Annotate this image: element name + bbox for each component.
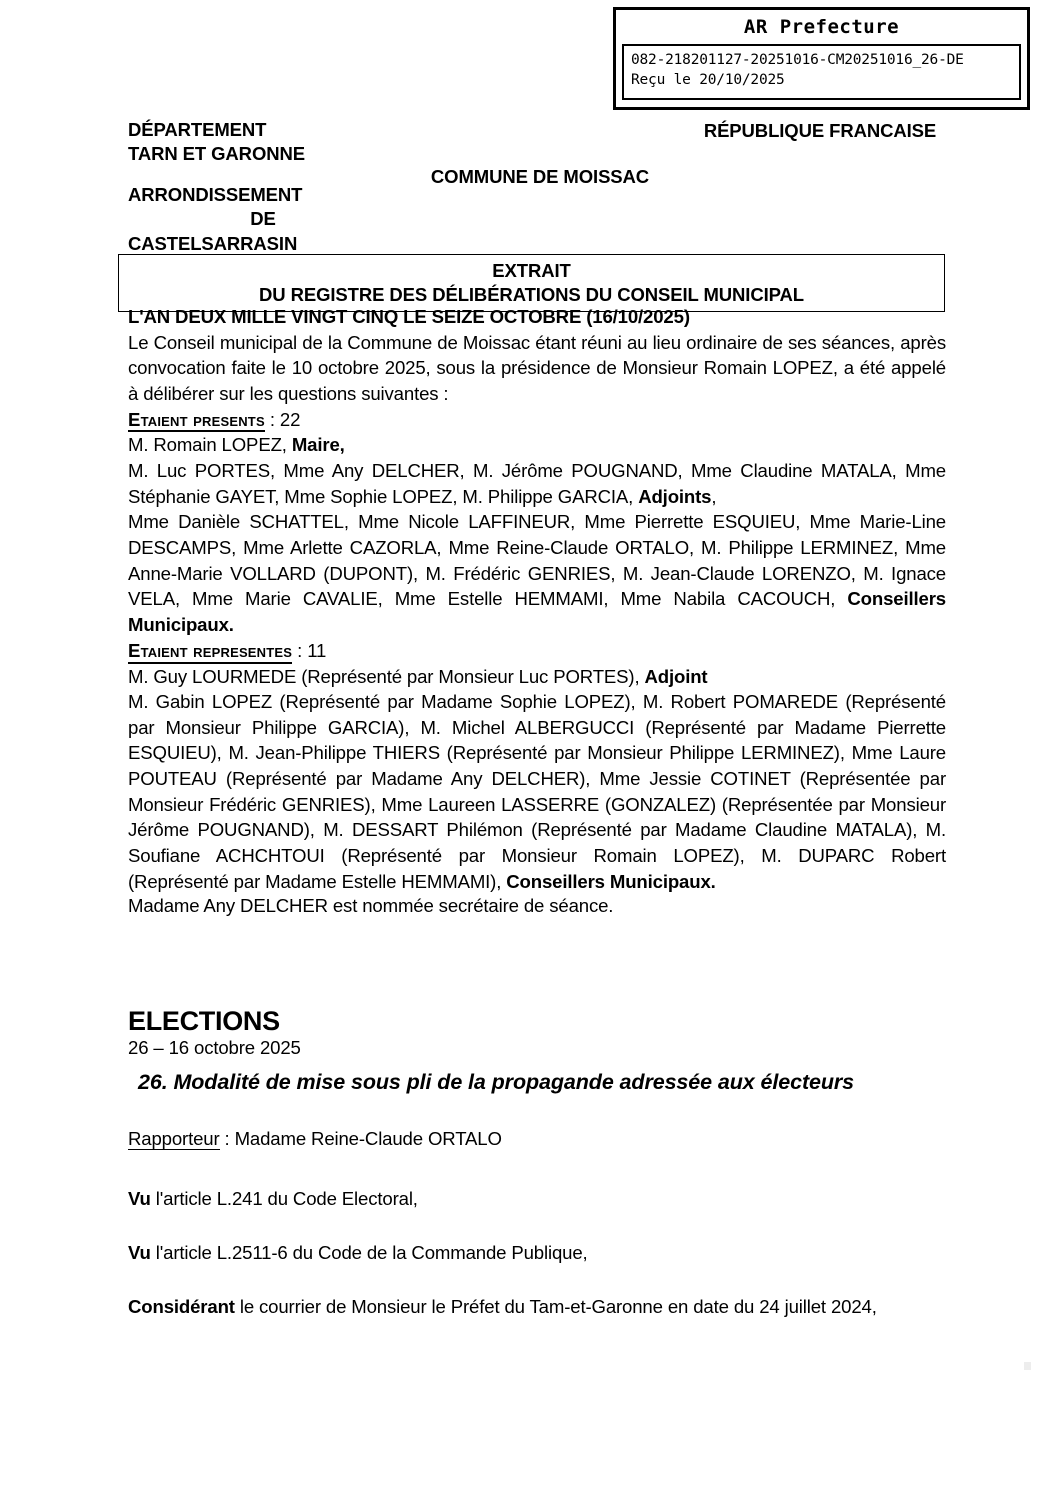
ar-reference: 082-218201127-20251016-CM20251016_26-DE xyxy=(631,51,964,68)
secretaire-de-seance: Madame Any DELCHER est nommée secrétaire de séance. xyxy=(128,895,614,916)
rapporteur-line xyxy=(128,1128,502,1150)
clause-lead: Considérant xyxy=(128,1296,235,1317)
representes-paragraph xyxy=(128,689,946,894)
clause-line xyxy=(128,1296,946,1318)
adjoints-tail: , xyxy=(711,485,717,507)
ar-prefecture-stamp xyxy=(613,7,1030,110)
republique-francaise: RÉPUBLIQUE FRANCAISE xyxy=(703,120,937,141)
clause-lead: Vu xyxy=(128,1188,151,1209)
extrait-line-1: EXTRAIT xyxy=(492,260,571,281)
convocation-paragraph: Le Conseil municipal de la Commune de Moissac étant réuni au lieu ordinaire de ses séances, après convocation faite le 10 octobre 2025, sous la présidence de Monsieur Romain LOPEZ, a été appelé à délibérer sur les questions suivantes : xyxy=(128,331,946,404)
presents-count: : 22 xyxy=(264,408,301,430)
ar-prefecture-details xyxy=(622,44,1021,100)
representes-heading xyxy=(128,638,946,664)
lourmede-name: M. Guy LOURMEDE (Représenté par Monsieur Luc PORTES), xyxy=(128,665,645,687)
rapporteur-label: Rapporteur xyxy=(128,1128,220,1149)
deliberation-body xyxy=(128,304,946,894)
representes-label: Etaient representes xyxy=(128,641,292,664)
arrondissement-label: ARRONDISSEMENT xyxy=(128,183,303,205)
extrait-line-2: DU REGISTRE DES DÉLIBÉRATIONS DU CONSEIL MUNICIPAL xyxy=(259,283,804,305)
adjoints-paragraph xyxy=(128,458,946,509)
rapporteur-value: : Madame Reine-Claude ORTALO xyxy=(219,1128,502,1149)
adjoints-names: M. Luc PORTES, Mme Any DELCHER, M. Jérôme POUGNAND, Mme Claudine MATALA, Mme Stéphanie GAYET, Mme Sophie LOPEZ, M. Philippe GARCIA, xyxy=(128,460,946,507)
lourmede-line xyxy=(128,664,946,690)
deliberation-title: 26. Modalité de mise sous pli de la propagande adressée aux électeurs xyxy=(138,1070,855,1094)
maire-name: M. Romain LOPEZ, xyxy=(128,434,292,456)
conseillers-presents-names: Mme Danièle SCHATTEL, Mme Nicole LAFFINEUR, Mme Pierrette ESQUIEU, Mme Marie-Line DESCAMPS, Mme Arlette CAZORLA, Mme Reine-Claude ORTALO, M. Philippe LERMINEZ, Mme Anne-Marie VOLLARD (DUPONT), M. Frédéric GENRIES, M. Jean-Claude LORENZO, M. Ignace VELA, Mme Marie CAVALIE, Mme Estelle HEMMAMI, Mme Nabila CACOUCH, xyxy=(128,511,946,610)
clause-text: le courrier de Monsieur le Préfet du Tam-et-Garonne en date du 24 juillet 2024, xyxy=(234,1296,877,1317)
adjoints-role: Adjoints xyxy=(638,485,712,507)
departement-name: TARN ET GARONNE xyxy=(128,143,305,165)
clause-text: l'article L.2511-6 du Code de la Commande Publique, xyxy=(150,1242,588,1263)
arrondissement-de: DE xyxy=(250,208,276,230)
section-title-elections: ELECTIONS xyxy=(128,1006,280,1036)
ar-prefecture-title: AR Prefecture xyxy=(743,16,900,38)
maire-role: Maire, xyxy=(291,434,345,456)
deliberation-reference: 26 – 16 octobre 2025 xyxy=(128,1037,301,1058)
conseillers-presents-paragraph xyxy=(128,509,946,637)
maire-line xyxy=(128,432,946,458)
session-date-line: L'AN DEUX MILLE VINGT CINQ LE SEIZE OCTOBRE (16/10/2025) xyxy=(128,306,690,327)
commune-name: COMMUNE DE MOISSAC xyxy=(430,166,650,187)
arrondissement-name: CASTELSARRASIN xyxy=(128,232,298,254)
clause-line xyxy=(128,1188,946,1210)
legal-clauses xyxy=(128,1188,946,1318)
representes-role: Conseillers Municipaux. xyxy=(506,870,716,892)
clause-text: l'article L.241 du Code Electoral, xyxy=(150,1188,418,1209)
scan-artifact xyxy=(1024,1362,1031,1370)
conseillers-presents-role: Conseillers Municipaux. xyxy=(128,588,946,636)
clause-line xyxy=(128,1242,946,1264)
representes-count: : 11 xyxy=(292,639,327,661)
clause-lead: Vu xyxy=(128,1242,151,1263)
departement-label: DÉPARTEMENT xyxy=(128,119,267,140)
presents-heading xyxy=(128,407,946,433)
lourmede-role: Adjoint xyxy=(644,665,708,687)
presents-label: Etaient presents xyxy=(128,410,265,433)
representes-names: M. Gabin LOPEZ (Représenté par Madame Sophie LOPEZ), M. Robert POMAREDE (Représenté par Monsieur Philippe GARCIA), M. Michel ALBERGUCCI (Représenté par Madame Pierrette ESQUIEU), M. Jean-Philippe THIERS (Représenté par Monsieur Philippe LERMINEZ), Mme Laure POUTEAU (Représenté par Madame Any DELCHER), Mme Jessie COTINET (Représentée par Monsieur Frédéric GENRIES), Mme Laureen LASSERRE (GONZALEZ) (Représentée par Monsieur Jérôme POUGNAND), M. DESSART Philémon (Représenté par Madame Claudine MATALA), M. Soufiane ACHCHTOUI (Représenté par Monsieur Romain LOPEZ), M. DUPARC Robert (Représenté par Madame Estelle HEMMAMI), xyxy=(128,691,946,892)
ar-received-date: Reçu le 20/10/2025 xyxy=(631,72,785,89)
